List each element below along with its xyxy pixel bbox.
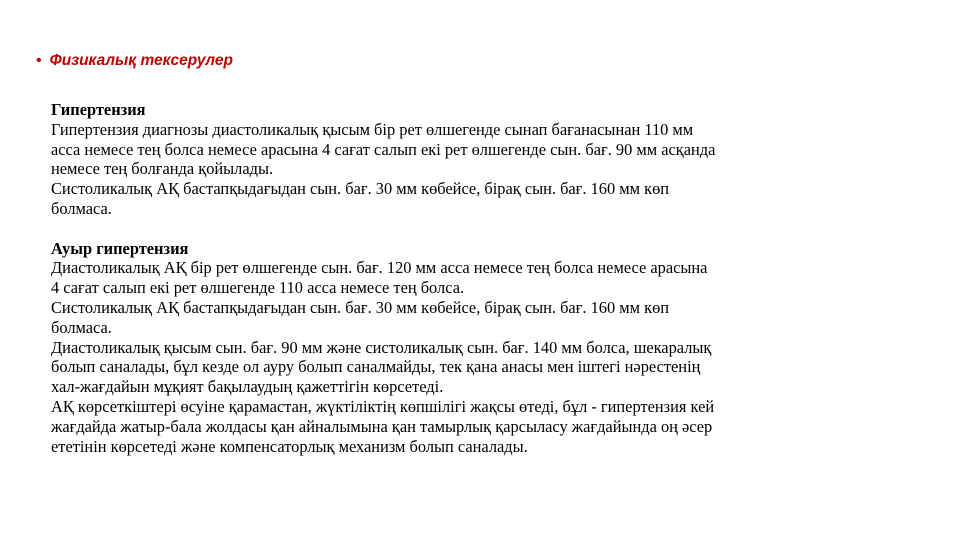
subheading-severe-hypertension: Ауыр гипертензия [51,238,189,258]
text-line: 4 сағат салып екі рет өлшегенде 110 асса немесе тең болса. [51,278,465,298]
body-text [51,100,931,456]
text-line: Систоликалық АҚ бастапқыдағыдан сын. бағ. 30 мм көбейсе, бірақ сын. бағ. 160 мм көп [51,297,670,317]
text-line: ететінін көрсетеді және компенсаторлық механизм болып саналады. [51,436,528,456]
text-line: жағдайда жатыр-бала жолдасы қан айналымына қан тамырлық қарсыласу жағдайында оң әсер [51,416,713,436]
blank-line [51,219,931,239]
text-line: асса немесе тең болса немесе арасына 4 сағат салып екі рет өлшегенде сын. бағ. 90 мм асқанда [51,139,716,159]
section-heading: Физикалық тексерулер [49,52,233,69]
text-line: Диастоликалық қысым сын. бағ. 90 мм және систоликалық сын. бағ. 140 мм болса, шекаралық [51,337,712,357]
text-line: АҚ көрсеткіштері өсуіне қарамастан, жүктіліктің көпшілігі жақсы өтеді, бұл - гипертензия кей [51,396,715,416]
text-line: хал-жағдайын мұқият бақылаудың қажеттігін көрсетеді. [51,377,444,397]
text-line: немесе тең болғанда қойылады. [51,159,274,179]
text-line: болып саналады, бұл кезде ол ауру болып саналмайды, тек қана анасы мен іштегі нәрестенің [51,357,701,377]
bullet-heading-row [36,51,233,71]
text-line: Гипертензия диагнозы диастоликалық қысым бір рет өлшегенде сынап бағанасынан 110 мм [51,119,694,139]
text-line: Диастоликалық АҚ бір рет өлшегенде сын. бағ. 120 мм асса немесе тең болса немесе арасына [51,258,708,278]
text-line: Систоликалық АҚ бастапқыдағыдан сын. бағ. 30 мм көбейсе, бірақ сын. бағ. 160 мм көп [51,179,670,199]
text-line: болмаса. [51,317,112,337]
subheading-hypertension: Гипертензия [51,100,146,119]
text-line: болмаса. [51,198,112,218]
bullet-icon: • [36,52,42,69]
